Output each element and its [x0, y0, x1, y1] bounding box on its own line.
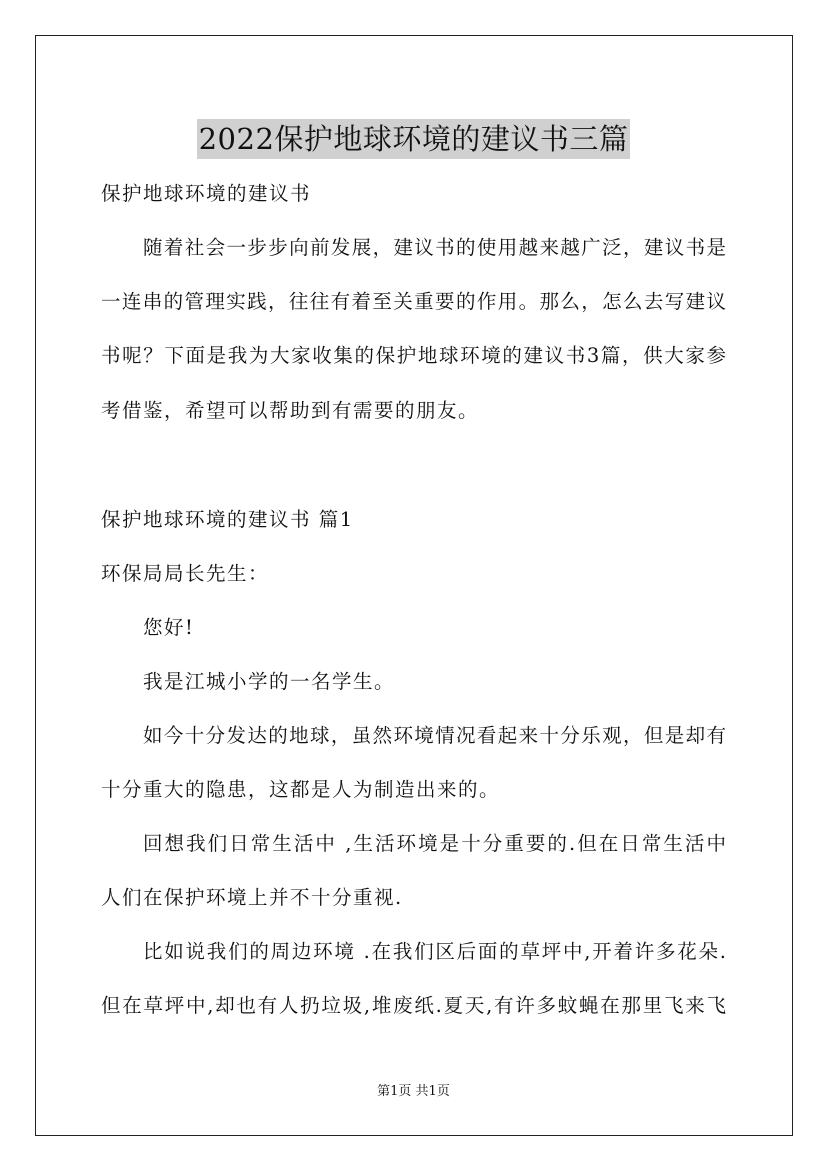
- page-number-footer: 第1页 共1页: [377, 1084, 450, 1099]
- salutation: 环保局局长先生：: [101, 562, 270, 585]
- paragraph-4-line-1: 比如说我们的周边环境 .在我们区后面的草坪中,开着许多花朵.: [143, 940, 726, 963]
- intro-line-1: 随着社会一步步向前发展，建议书的使用越来越广泛，建议书是: [143, 236, 726, 259]
- document-title: 2022保护地球环境的建议书三篇: [197, 119, 631, 159]
- paragraph-2-line-1: 如今十分发达的地球，虽然环境情况看起来十分乐观，但是却有: [143, 724, 726, 747]
- paragraph-3-line-1: 回想我们日常生活中 ,生活环境是十分重要的.但在日常生活中: [143, 832, 726, 855]
- intro-line-2: 一连串的管理实践，往往有着至关重要的作用。那么，怎么去写建议: [101, 290, 726, 313]
- title-container: [0, 100, 827, 179]
- intro-line-3: 书呢？下面是我为大家收集的保护地球环境的建议书3篇，供大家参: [101, 344, 726, 367]
- intro-heading: 保护地球环境的建议书: [101, 182, 312, 205]
- section-heading-1: 保护地球环境的建议书 篇1: [101, 508, 354, 531]
- greeting: 您好!: [143, 616, 195, 639]
- paragraph-3-line-2: 人们在保护环境上并不十分重视.: [101, 886, 403, 909]
- intro-line-4: 考借鉴，希望可以帮助到有需要的朋友。: [101, 399, 480, 422]
- paragraph-4-line-2: 但在草坪中,却也有人扔垃圾,堆废纸.夏天,有许多蚊蝇在那里飞来飞: [101, 994, 726, 1017]
- paragraph-1: 我是江城小学的一名学生。: [143, 670, 396, 693]
- paragraph-2-line-2: 十分重大的隐患，这都是人为制造出来的。: [101, 778, 501, 801]
